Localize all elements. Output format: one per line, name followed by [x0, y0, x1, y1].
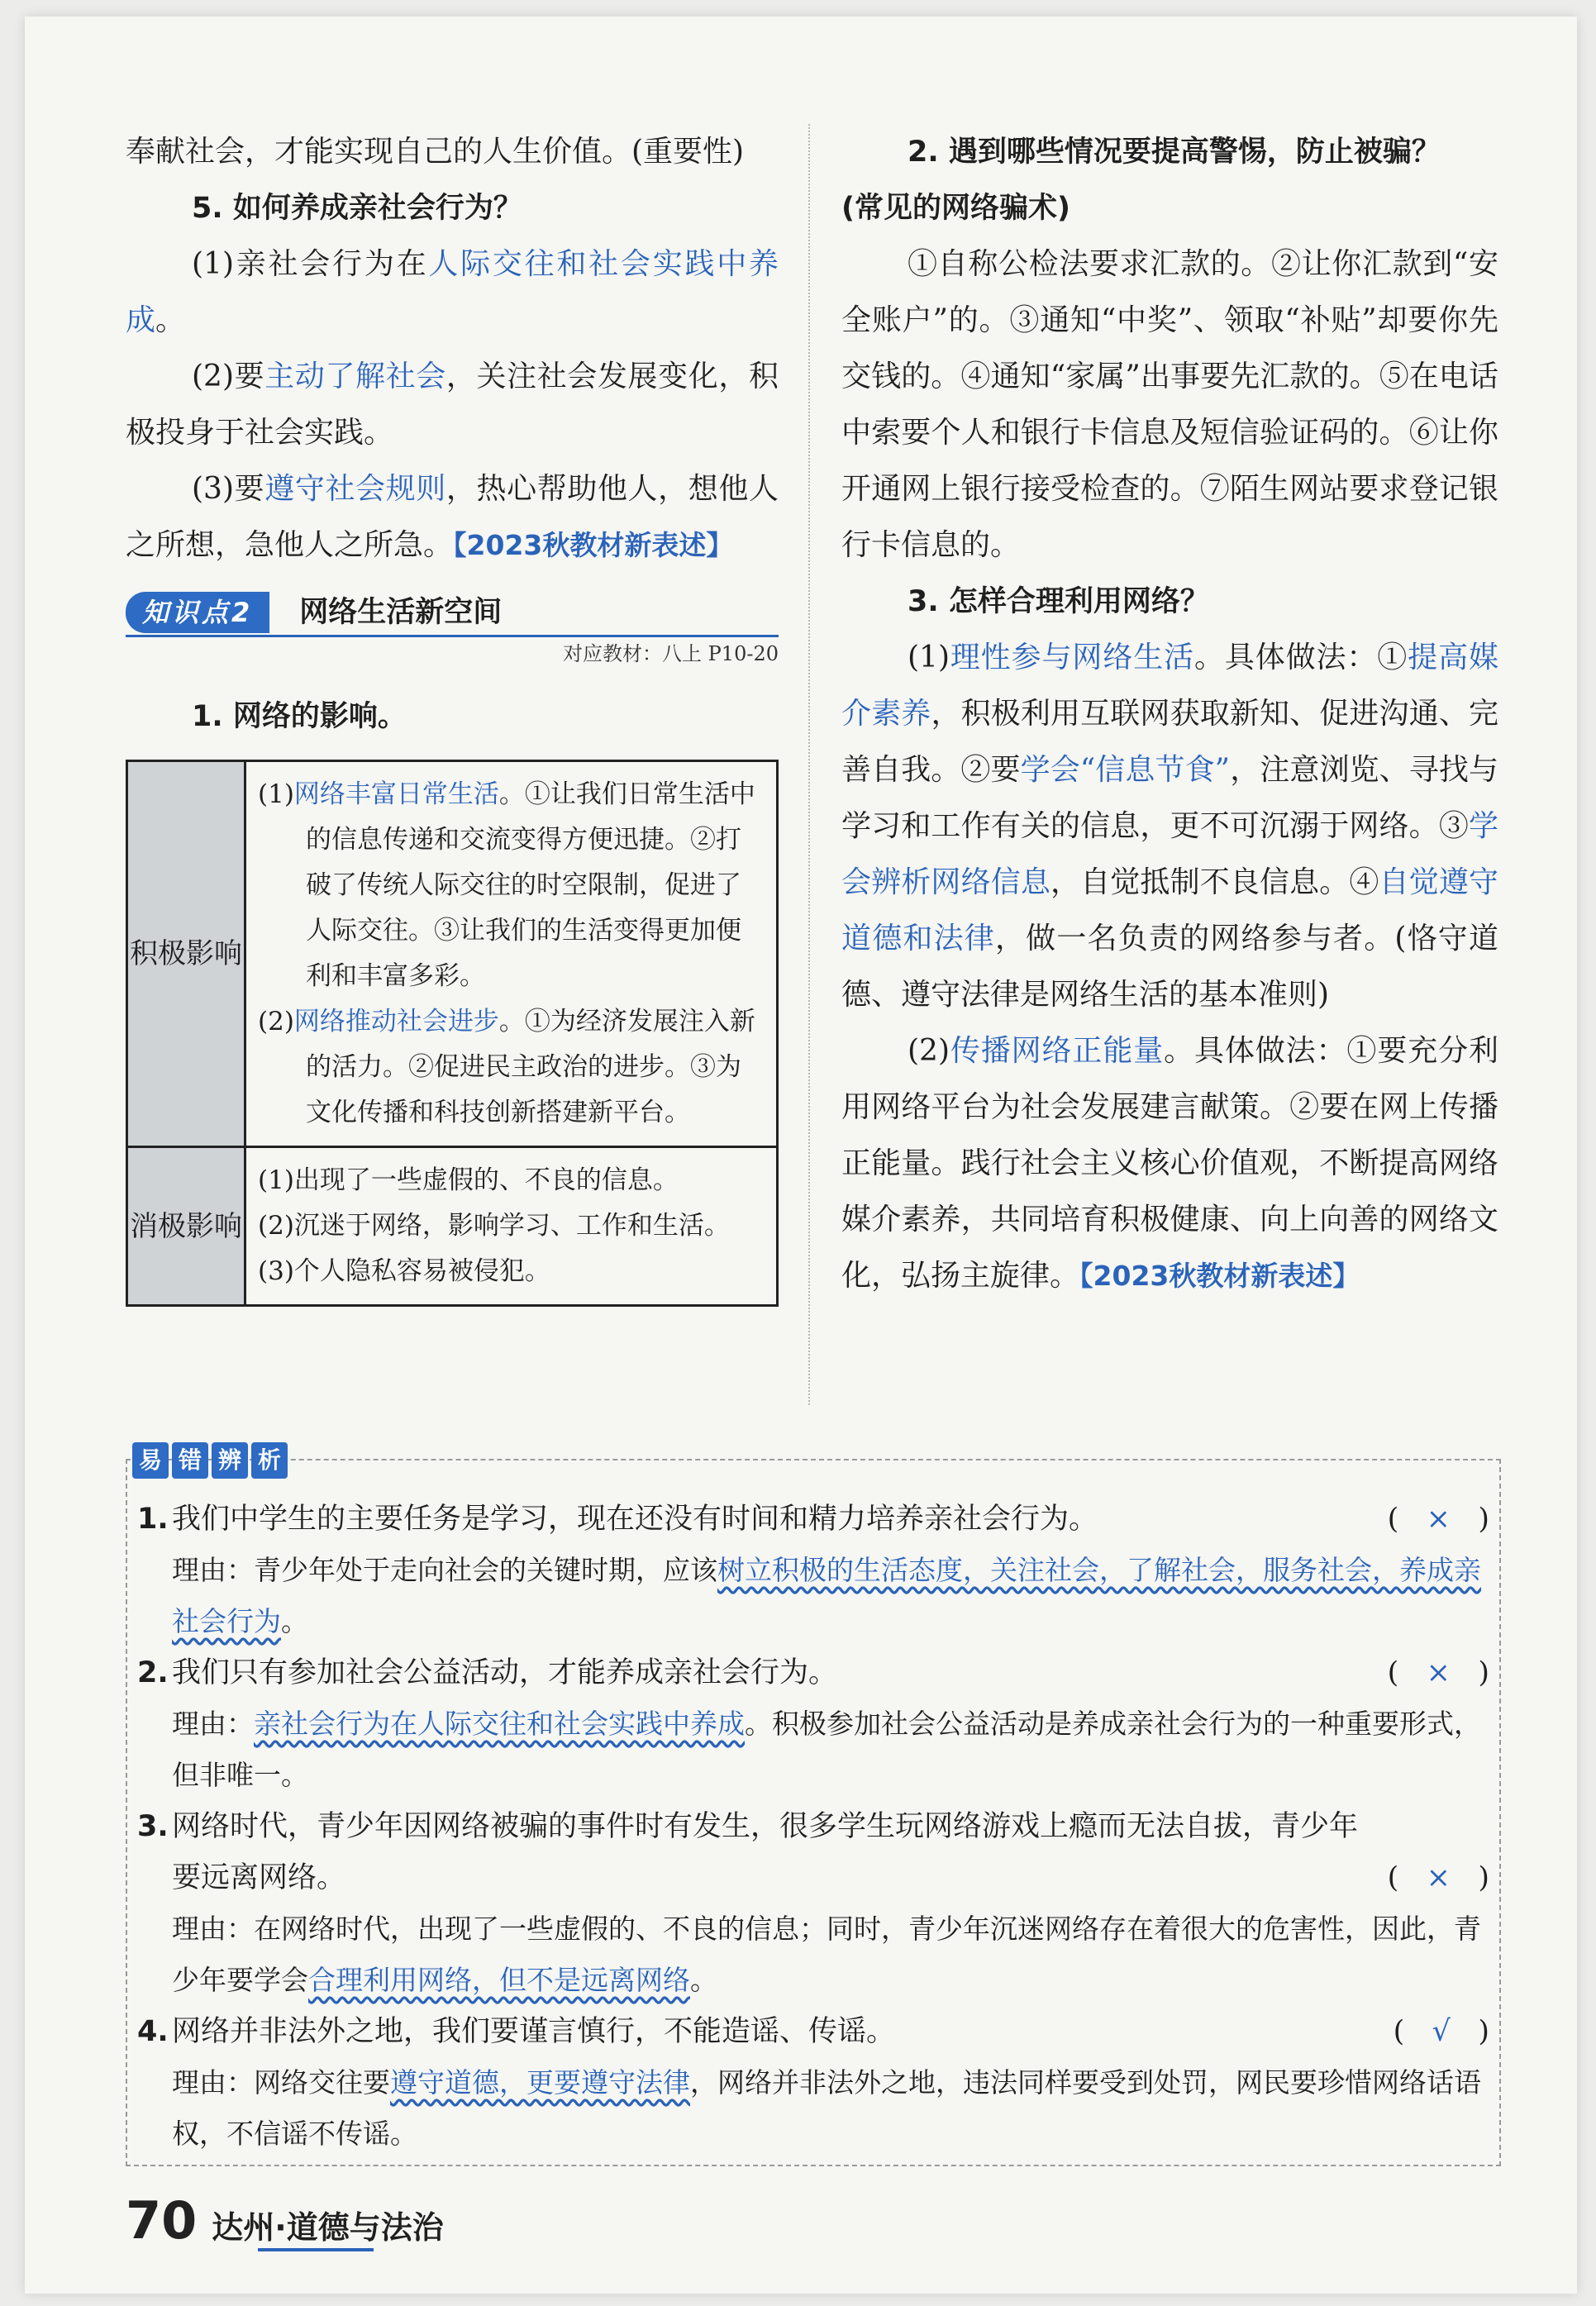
positive-content	[245, 761, 778, 1147]
knowledge-point-badge: 知识点2	[126, 592, 269, 633]
error-analysis-box	[126, 1446, 1501, 2166]
question-3-title: 3. 怎样合理利用网络？	[908, 585, 1209, 618]
error-reason-4: 理由：网络交往要遵守道德，更要遵守法律，网络并非法外之地，违法同样要受到处罚，网民要珍惜网络话语权，不信谣不传谣。	[172, 2066, 1481, 2150]
question-5-item-1: (1)亲社会行为在人际交往和社会实践中养成。	[126, 247, 779, 337]
answer-mark: ( × )	[1387, 1503, 1489, 1536]
right-column	[841, 124, 1498, 1304]
answer-mark: ( √ )	[1393, 2015, 1489, 2048]
left-column	[126, 124, 779, 1307]
error-question-4: 4. 网络并非法外之地，我们要谨言慎行，不能造谣、传谣。 ( √ )	[137, 2006, 1489, 2057]
question-5-item-2: (2)要主动了解社会，关注社会发展变化，积极投身于社会实践。	[126, 360, 779, 450]
question-2-body: ①自称公检法要求汇款的。②让你汇款到“安全账户”的。③通知“中奖”、领取“补贴”却要你先交钱的。④通知“家属”出事要先汇款的。⑤在电话中索要个人和银行卡信息及短信验证码的。⑥让你开通网上银行接受检查的。⑦陌生网站要求登记银行卡信息的。	[841, 247, 1498, 562]
knowledge-point-header	[126, 590, 779, 637]
negative-content	[245, 1147, 778, 1306]
negative-label: 消极影响	[127, 1147, 245, 1306]
question-5-title: 5. 如何养成亲社会行为？	[192, 192, 522, 225]
error-question-3: 3. 网络时代，青少年因网络被骗的事件时有发生，很多学生玩网络游戏上瘾而无法自拔，青少年要远离网络。 ( × )	[137, 1801, 1489, 1903]
question-5-item-3: (3)要遵守社会规则，热心帮助他人，想他人之所想，急他人之所急。【2023秋教材新表述】	[126, 472, 779, 562]
book-title: 达州·道德与法治	[212, 2209, 444, 2246]
question-3-item-1: (1)理性参与网络生活。具体做法：①提高媒介素养，积极利用互联网获取新知、促进沟通、完善自我。②要学会“信息节食”，注意浏览、寻找与学习和工作有关的信息，更不可沉溺于网络。③学会辨析网络信息，自觉抵制不良信息。④自觉遵守道德和法律，做一名负责的网络参与者。(恪守道德、遵守法律是网络生活的基本准则)	[841, 641, 1498, 1012]
textbook-reference: 对应教材：八上 P10-20	[563, 642, 779, 665]
question-2-subtitle: (常见的网络骗术)	[841, 192, 1070, 225]
textbook-tag: 【2023秋教材新表述】	[453, 529, 734, 561]
error-reason-3: 理由：在网络时代，出现了一些虚假的、不良的信息；同时，青少年沉迷网络存在着很大的危害性，因此，青少年要学会合理利用网络，但不是远离网络。	[172, 1913, 1481, 1996]
positive-label: 积极影响	[127, 761, 245, 1147]
error-reason-2: 理由：亲社会行为在人际交往和社会实践中养成。积极参加社会公益活动是养成亲社会行为的一种重要形式，但非唯一。	[172, 1708, 1481, 1791]
table-row	[127, 1147, 778, 1306]
impact-table	[126, 760, 779, 1307]
table-row	[127, 761, 778, 1147]
knowledge-point-title: 网络生活新空间	[299, 596, 503, 629]
question-2-title: 2. 遇到哪些情况要提高警惕，防止被骗？	[908, 136, 1441, 169]
positive-item-1: (1)网络丰富日常生活。①让我们日常生活中的信息传递和交流变得方便迅捷。②打破了传统人际交往的时空限制，促进了人际交往。③让我们的生活变得更加便利和丰富多彩。	[258, 779, 755, 991]
answer-mark: ( × )	[1387, 1861, 1489, 1894]
question-1-title: 1. 网络的影响。	[192, 700, 407, 733]
footer-underline	[258, 2248, 374, 2251]
column-divider	[808, 124, 810, 1405]
question-3-item-2: (2)传播网络正能量。具体做法：①要充分利用网络平台为社会发展建言献策。②要在网上传播正能量。践行社会主义核心价值观，不断提高网络媒介素养，共同培育积极健康、向上向善的网络文化，弘扬主旋律。【2023秋教材新表述】	[841, 1034, 1498, 1293]
error-question-2: 2. 我们只有参加社会公益活动，才能养成亲社会行为。 ( × )	[137, 1647, 1489, 1699]
header-char: 易	[132, 1442, 169, 1479]
error-reason-1: 理由：青少年处于走向社会的关键时期，应该树立积极的生活态度，关注社会，了解社会，服务社会，养成亲社会行为。	[172, 1554, 1481, 1637]
error-question-1: 1. 我们中学生的主要任务是学习，现在还没有时间和精力培养亲社会行为。 ( × )	[137, 1494, 1489, 1545]
paragraph: 奉献社会，才能实现自己的人生价值。(重要性)	[126, 135, 745, 169]
header-char: 错	[172, 1442, 208, 1479]
header-char: 辨	[212, 1442, 248, 1479]
positive-item-2: (2)网络推动社会进步。①为经济发展注入新的活力。②促进民主政治的进步。③为文化传播和科技创新搭建新平台。	[258, 1007, 755, 1127]
answer-mark: ( × )	[1387, 1656, 1489, 1689]
error-analysis-list	[137, 1494, 1489, 2160]
negative-item-3: (3)个人隐私容易被侵犯。	[258, 1256, 550, 1286]
negative-item-2: (2)沉迷于网络，影响学习、工作和生活。	[258, 1211, 730, 1241]
page-number: 70	[126, 2190, 198, 2251]
textbook-tag: 【2023秋教材新表述】	[1079, 1260, 1360, 1292]
negative-item-1: (1)出现了一些虚假的、不良的信息。	[258, 1165, 679, 1195]
error-analysis-header	[132, 1442, 288, 1479]
page-footer	[126, 2190, 444, 2251]
header-char: 析	[251, 1442, 288, 1479]
